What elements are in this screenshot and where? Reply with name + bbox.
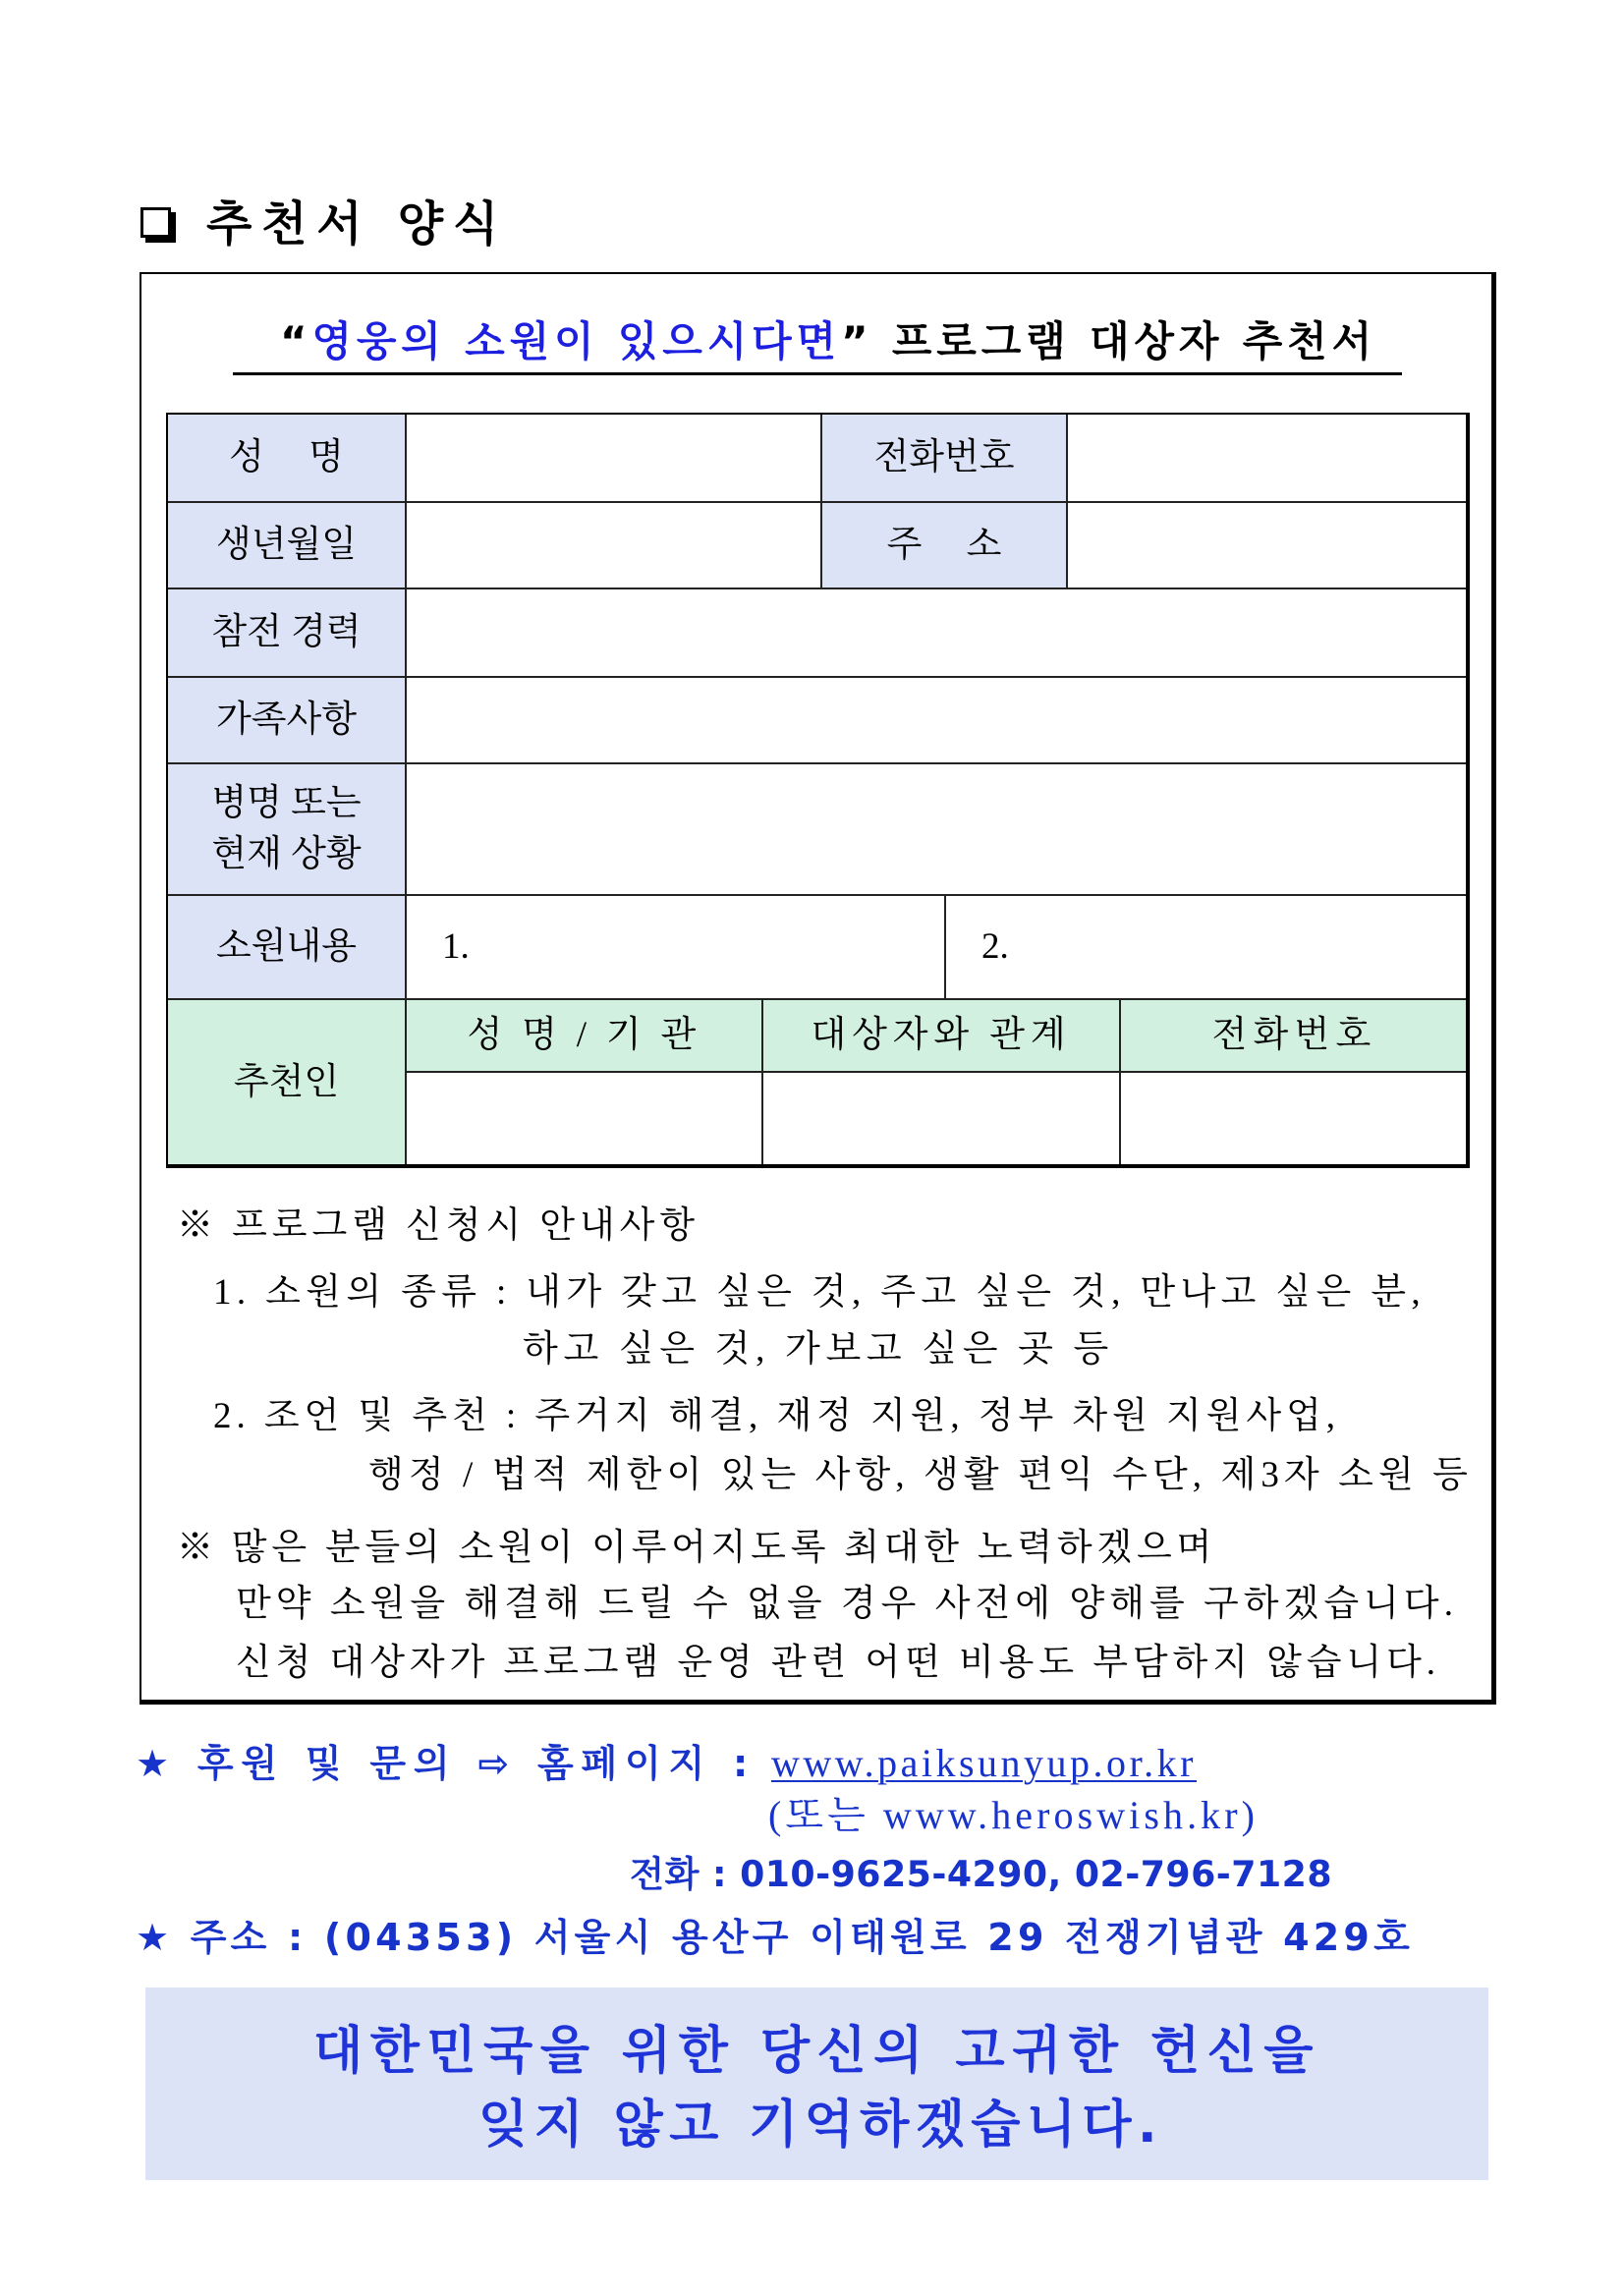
guide-heading: ※ 프로그램 신청시 안내사항 [177, 1205, 700, 1246]
address-input[interactable] [1066, 501, 1470, 589]
recommender-relation-input[interactable] [761, 1071, 1121, 1168]
section-heading: 추천서 양식 [206, 196, 508, 252]
alt-homepage: (또는 www.heroswish.kr) [768, 1793, 1259, 1837]
recommender-label: 추천인 [166, 998, 407, 1168]
support-inquiry-label: ★ 후원 및 문의 ⇨ 홈페이지 : [136, 1742, 756, 1785]
guide-item-2-line-1: 2. 조언 및 추천 : 주거지 해결, 재정 지원, 정부 차원 지원사업, [213, 1396, 1340, 1436]
war-service-input[interactable] [405, 588, 1470, 678]
birthdate-input[interactable] [405, 501, 822, 589]
condition-input[interactable] [405, 762, 1470, 896]
condition-label [166, 762, 407, 896]
birthdate-label: 생년월일 [166, 501, 407, 589]
banner-line-1: 대한민국을 위한 당신의 고귀한 헌신을 [313, 2022, 1320, 2081]
recommender-name-header-text: 성 명 / 기 관 [467, 1014, 701, 1055]
guide-item-1-line-2: 하고 싶은 것, 가보고 싶은 곳 등 [523, 1329, 1114, 1370]
homepage-link[interactable]: www.paiksunyup.or.kr [771, 1741, 1197, 1785]
banner-line-2: 잊지 않고 기억하겠습니다. [478, 2096, 1163, 2155]
title-close-quote: ” [840, 317, 873, 365]
family-input[interactable] [405, 676, 1470, 764]
recommender-phone-input[interactable] [1119, 1071, 1470, 1168]
recommender-name-header [405, 998, 763, 1073]
condition-label-line2: 현재 상황 [211, 834, 362, 874]
square-bullet-icon [140, 207, 171, 238]
phone-input[interactable] [1066, 413, 1470, 503]
title-open-quote: “ [280, 317, 312, 365]
notice-line-1: ※ 많은 분들의 소원이 이루어지도록 최대한 노력하겠으며 [177, 1528, 1216, 1568]
family-label: 가족사항 [166, 676, 407, 764]
notice-line-3: 신청 대상자가 프로그램 운영 관련 어떤 비용도 부담하지 않습니다. [236, 1643, 1440, 1683]
recommender-relation-header [761, 998, 1121, 1073]
recommender-phone-header [1119, 998, 1470, 1073]
guide-item-1-line-1: 1. 소원의 종류 : 내가 갖고 싶은 것, 주고 싶은 것, 만나고 싶은 분, [213, 1272, 1426, 1313]
address-label: 주 소 [820, 501, 1068, 589]
name-label: 성 명 [166, 413, 407, 503]
form-title [280, 316, 1376, 367]
recommender-relation-header-text: 대상자와 관계 [811, 1014, 1072, 1055]
title-suffix: 프로그램 대상자 추천서 [872, 317, 1376, 365]
wish-label: 소원내용 [166, 894, 407, 1000]
wish-1-input[interactable]: 1. [405, 894, 946, 1000]
condition-label-line1: 병명 또는 [211, 783, 362, 823]
phone-contact: 전화 : 010-9625-4290, 02-796-7128 [630, 1853, 1332, 1895]
guide-item-2-line-2: 행정 / 법적 제한이 있는 사항, 생활 편익 수단, 제3자 소원 등 [368, 1455, 1473, 1495]
recommender-phone-header-text: 전화번호 [1211, 1014, 1377, 1055]
address-contact: ★ 주소 : (04353) 서울시 용산구 이태원로 29 전쟁기념관 429호 [136, 1916, 1414, 1959]
title-program-name: 영웅의 소원이 있으시다면 [311, 317, 841, 365]
recommender-name-input[interactable] [405, 1071, 763, 1168]
war-service-label: 참전 경력 [166, 588, 407, 678]
title-underline [233, 372, 1402, 375]
phone-label: 전화번호 [820, 413, 1068, 503]
wish-2-input[interactable]: 2. [944, 894, 1470, 1000]
name-input[interactable] [405, 413, 822, 503]
notice-line-2: 만약 소원을 해결해 드릴 수 없을 경우 사전에 양해를 구하겠습니다. [236, 1584, 1458, 1624]
